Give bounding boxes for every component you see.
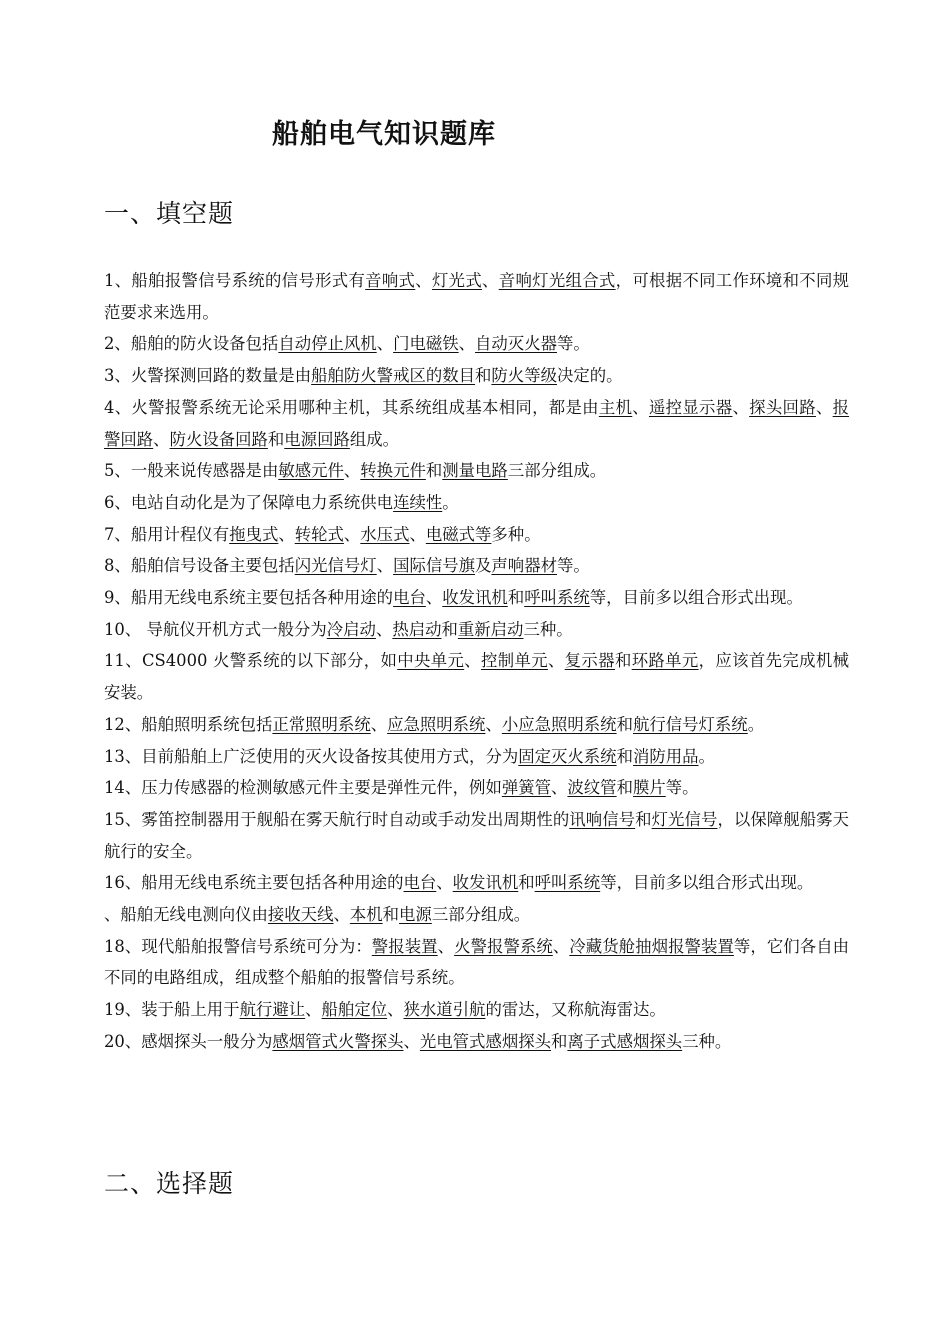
question-text: 。 [442, 492, 459, 512]
answer-blank: 复示器 [564, 651, 615, 671]
question-text: 13、目前船舶上广泛使用的灭火设备按其使用方式，分为 [104, 746, 519, 766]
answer-blank: 收发讯机 [452, 873, 519, 893]
question-text: ，可根据不同工作环境和不同规范要求来选用。 [104, 271, 850, 322]
question-text: 和 [616, 714, 633, 734]
question-text: 等，它们各自由不同的电路组成，组成整个船舶的报警信号系统。 [104, 936, 850, 988]
question-text: 等。 [665, 778, 699, 798]
question-item [104, 804, 849, 867]
answer-blank: 声响器材 [491, 556, 557, 576]
question-text: ，以保障舰船雾天航行的安全。 [104, 809, 850, 861]
question-text: 、 [437, 936, 455, 956]
answer-blank: 电源 [399, 905, 432, 925]
question-text: 、 [370, 714, 388, 734]
question-text: ，应该首先完成机械安装。 [104, 651, 850, 703]
question-text: 等，目前多以组合形式出现。 [600, 873, 814, 893]
answer-blank: 离子式感烟探头 [567, 1031, 683, 1051]
answer-blank: 膜片 [632, 778, 666, 798]
section-heading-multiple-choice: 二、选择题 [104, 1169, 235, 1198]
question-item [104, 709, 849, 741]
question-text: 16、船用无线电系统主要包括各种用途的 [104, 873, 404, 893]
answer-blank: 灯光信号 [651, 809, 718, 829]
question-item [104, 741, 849, 773]
answer-blank: 遥控显示器 [648, 397, 733, 417]
question-item [104, 772, 849, 804]
question-text: 组成。 [349, 429, 400, 449]
question-text: 及 [475, 556, 492, 576]
question-text: 。 [698, 746, 715, 766]
answer-blank: 测量电路 [442, 461, 508, 481]
question-text: 和 [551, 1031, 568, 1051]
question-text: 、 [375, 619, 393, 639]
question-text: 、 [376, 556, 394, 576]
question-text: 、 [815, 397, 833, 417]
answer-blank: 报警回路 [104, 397, 850, 449]
answer-blank: 灯光式 [431, 271, 483, 290]
question-text: 、 [343, 461, 361, 481]
answer-blank: 收发讯机 [442, 588, 508, 608]
question-text: 。 [747, 714, 765, 734]
question-text: 、 [632, 397, 649, 417]
question-text: 18、现代船舶报警信号系统可分为： [104, 936, 372, 956]
question-text: 、 [305, 1000, 322, 1020]
question-item [104, 360, 849, 392]
answer-blank: 小应急照明系统 [501, 714, 617, 734]
question-text: 、 [153, 429, 170, 449]
answer-blank: 正常照明系统 [272, 714, 371, 734]
question-item [104, 392, 849, 455]
question-text: 7、船用计程仪有 [104, 524, 230, 544]
question-item [104, 265, 849, 328]
question-item [104, 582, 849, 614]
question-text: 、 [409, 524, 426, 544]
question-item [104, 550, 849, 582]
question-text: 、 [376, 334, 394, 354]
question-list [104, 265, 849, 1058]
answer-blank: 转换元件 [360, 461, 426, 481]
answer-blank: 电台 [403, 873, 437, 893]
answer-blank: 防火等级 [491, 366, 557, 386]
question-text: 10、 导航仪开机方式一般分为 [104, 619, 327, 639]
question-text: 、 [458, 334, 476, 354]
question-text: 多种。 [491, 524, 541, 544]
question-item [104, 519, 849, 551]
answer-blank: 光电管式感烟探头 [419, 1031, 552, 1051]
question-item [104, 455, 849, 487]
section-heading-fill-blank: 一、填空题 [104, 199, 235, 228]
question-text: 12、船舶照明系统包括 [104, 714, 273, 734]
answer-blank: 热启动 [392, 619, 442, 639]
answer-blank: 呼叫系统 [524, 588, 590, 608]
question-text: 和 [616, 746, 633, 766]
answer-blank: 弹簧管 [501, 778, 552, 798]
answer-blank: 敏感元件 [278, 461, 344, 481]
question-text: 2、船舶的防火设备包括 [104, 334, 279, 354]
answer-blank: 冷藏货舱抽烟报警装置 [569, 936, 734, 956]
question-item [104, 614, 849, 646]
answer-blank: 主机 [598, 397, 633, 417]
question-text: 19、装于船上用于 [104, 1000, 240, 1020]
question-text: 和 [635, 809, 652, 829]
question-text: 、 [425, 588, 443, 608]
question-text: 14、压力传感器的检测敏感元件主要是弹性元件，例如 [104, 778, 502, 798]
question-text: 3、火警探测回路的数量是由 [104, 366, 312, 386]
question-text: 、 [552, 936, 570, 956]
question-text: 、 [343, 524, 361, 544]
answer-blank: 电源回路 [284, 429, 350, 449]
question-text: 5、一般来说传感器是由 [104, 461, 279, 481]
answer-blank: 本机 [349, 905, 383, 925]
question-item [104, 899, 849, 931]
question-text: 和 [441, 619, 458, 639]
question-text: 和 [267, 429, 285, 449]
question-text: 6、电站自动化是为了保障电力系统供电 [104, 492, 394, 512]
answer-blank: 国际信号旗 [393, 556, 476, 576]
answer-blank: 航行信号灯系统 [632, 714, 748, 734]
question-text: 三部分组成。 [431, 905, 531, 925]
question-text: 和 [518, 873, 535, 893]
answer-blank: 音响式 [365, 271, 416, 290]
question-text: 和 [382, 905, 400, 925]
answer-blank: 波纹管 [567, 778, 617, 798]
answer-blank: 固定灭火系统 [518, 746, 617, 766]
answer-blank: 航行避让 [239, 1000, 306, 1020]
question-text: 和 [616, 778, 633, 798]
question-text: 和 [614, 651, 632, 671]
document-title: 船舶电气知识题库 [272, 119, 496, 150]
answer-blank: 连续性 [393, 492, 443, 512]
question-text: 等。 [556, 334, 590, 354]
question-text: 、 [551, 778, 568, 798]
answer-blank: 船舶定位 [321, 1000, 388, 1020]
answer-blank: 控制单元 [480, 651, 548, 671]
question-text: 和 [475, 366, 492, 386]
question-item [104, 328, 849, 360]
question-text: 、 [482, 271, 499, 290]
question-text: 决定的。 [556, 366, 623, 386]
question-text: 三种。 [523, 619, 573, 639]
question-text: 15、雾笛控制器用于舰船在雾天航行时自动或手动发出周期性的 [104, 809, 570, 829]
question-item [104, 487, 849, 519]
answer-blank: 门电磁铁 [393, 334, 459, 354]
question-text: 、 [436, 873, 453, 893]
answer-blank: 环路单元 [631, 651, 699, 671]
question-text: 、 [278, 524, 295, 544]
question-item [104, 1026, 849, 1058]
question-text: 8、船舶信号设备主要包括 [104, 556, 295, 576]
question-text: 和 [425, 461, 443, 481]
question-text: 、 [387, 1000, 404, 1020]
answer-blank: 警报装置 [371, 936, 438, 956]
answer-blank: 防火设备回路 [169, 429, 268, 449]
question-text: 等。 [556, 556, 590, 576]
question-text: 、 [415, 271, 432, 290]
answer-blank: 自动灭火器 [475, 334, 557, 354]
question-text: 和 [507, 588, 525, 608]
question-text: 20、感烟探头一般分为 [104, 1031, 273, 1051]
question-text: 4、火警报警系统无论采用哪种主机，其系统组成基本相同，都是由 [104, 397, 599, 417]
question-item [104, 867, 849, 899]
question-text: 、船舶无线电测向仪由 [104, 905, 268, 925]
question-text: 的雷达，又称航海雷达。 [485, 1000, 666, 1020]
question-text: 三种。 [682, 1031, 732, 1051]
question-item [104, 994, 849, 1026]
question-text: 三部分组成。 [507, 461, 607, 481]
answer-blank: 感烟管式火警探头 [272, 1031, 404, 1051]
answer-blank: 自动停止风机 [278, 334, 377, 354]
question-text: 、 [464, 651, 481, 671]
answer-blank: 讯响信号 [569, 809, 636, 829]
question-text: 、 [333, 905, 350, 925]
answer-blank: 接收天线 [267, 905, 334, 925]
answer-blank: 转轮式 [294, 524, 344, 544]
answer-blank: 探头回路 [749, 397, 816, 417]
answer-blank: 拖曳式 [229, 524, 279, 544]
question-text: 1、船舶报警信号系统的信号形式有 [104, 271, 366, 290]
answer-blank: 闪光信号灯 [294, 556, 377, 576]
question-text: 11、CS4000 火警系统的以下部分，如 [104, 651, 398, 671]
question-text: 、 [732, 397, 750, 417]
answer-blank: 呼叫系统 [534, 873, 601, 893]
answer-blank: 重新启动 [457, 619, 524, 639]
answer-blank: 音响灯光组合式 [498, 271, 616, 290]
answer-blank: 水压式 [360, 524, 410, 544]
answer-blank: 电磁式等 [425, 524, 492, 544]
question-text: 、 [547, 651, 565, 671]
answer-blank: 电台 [393, 588, 426, 608]
question-text: 等，目前多以组合形式出现。 [589, 588, 803, 608]
question-text: 9、船用无线电系统主要包括各种用途的 [104, 588, 394, 608]
answer-blank: 冷启动 [326, 619, 376, 639]
answer-blank: 船舶防火警戒区的数目 [311, 366, 476, 386]
question-text: 、 [403, 1031, 420, 1051]
answer-blank: 中央单元 [397, 651, 465, 671]
question-text: 、 [485, 714, 502, 734]
answer-blank: 消防用品 [632, 746, 699, 766]
answer-blank: 狭水道引航 [403, 1000, 486, 1020]
answer-blank: 应急照明系统 [387, 714, 486, 734]
answer-blank: 火警报警系统 [454, 936, 553, 956]
question-item [104, 645, 849, 708]
question-item [104, 931, 849, 994]
